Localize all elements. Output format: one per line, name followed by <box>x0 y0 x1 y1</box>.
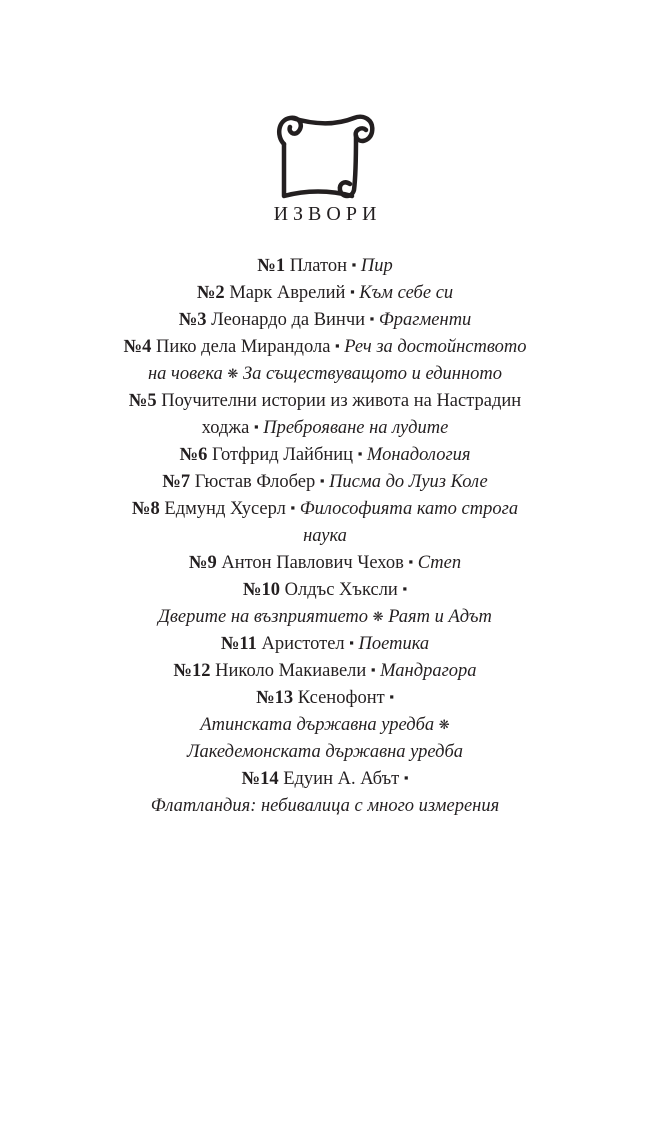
separator-icon: ▪ <box>357 446 363 461</box>
book-title: Дверите на възприятието <box>158 607 369 627</box>
list-item <box>80 307 570 334</box>
list-item <box>80 658 570 685</box>
book-author: Антон Павлович Чехов <box>221 553 404 573</box>
list-item-continuation <box>80 739 570 766</box>
separator-icon: ▪ <box>369 311 375 326</box>
book-title: Пир <box>360 256 393 276</box>
list-item-continuation <box>80 712 570 739</box>
book-title: За съществуващото и единното <box>242 364 503 384</box>
book-author: Ксенофонт <box>297 688 385 708</box>
book-title: на човека <box>147 364 223 384</box>
book-number: №10 <box>242 580 280 600</box>
book-author: Марк Аврелий <box>229 283 346 303</box>
list-item <box>80 631 570 658</box>
book-author: Платон <box>289 256 348 276</box>
book-title: Лакедемонската държавна уредба <box>186 742 464 762</box>
separator-icon: ▪ <box>402 581 408 596</box>
list-item-continuation <box>80 361 570 388</box>
book-author: Олдъс Хъксли <box>284 580 398 600</box>
separator-icon: ▪ <box>351 257 357 272</box>
book-number: №5 <box>128 391 157 411</box>
book-title: Реч за достойнството <box>344 337 527 357</box>
separator-icon: ▪ <box>389 689 394 704</box>
scroll-logo-icon <box>272 104 378 200</box>
book-number: №2 <box>196 283 225 303</box>
book-title: Фрагменти <box>378 310 472 330</box>
book-title: Към себе си <box>359 283 454 303</box>
book-title: Поетика <box>358 634 430 654</box>
book-title: Писма до Луиз Коле <box>329 472 488 492</box>
book-number: №12 <box>173 661 211 681</box>
book-number: №6 <box>179 445 208 465</box>
book-author: Пико дела Мирандола <box>155 337 331 357</box>
list-item-continuation <box>80 523 570 550</box>
book-title: Степ <box>417 553 462 573</box>
list-item <box>80 685 570 712</box>
book-title: Флатландия: небивалица с много измерения <box>150 796 500 816</box>
list-item <box>80 766 570 793</box>
list-item-continuation <box>80 793 570 820</box>
list-item <box>80 334 570 361</box>
list-item <box>80 469 570 496</box>
separator-icon: ▪ <box>290 500 296 515</box>
list-item <box>80 253 570 280</box>
book-number: №14 <box>241 769 279 789</box>
book-author: Гюстав Флобер <box>194 472 316 492</box>
book-title: Монадология <box>366 445 471 465</box>
joiner-icon: ❋ <box>227 366 239 381</box>
list-item <box>80 442 570 469</box>
list-item-continuation <box>80 604 570 631</box>
list-item <box>80 280 570 307</box>
book-number: №1 <box>257 256 286 276</box>
book-title: Атинската държавна уредба <box>200 715 435 735</box>
book-author: Аристотел <box>261 634 345 654</box>
separator-icon: ▪ <box>370 662 376 677</box>
book-author: ходжа <box>201 418 250 438</box>
book-title: Раят и Адът <box>388 607 492 627</box>
book-title: Мандрагора <box>380 661 477 681</box>
book-author: Леонардо да Винчи <box>211 310 366 330</box>
list-item <box>80 388 570 415</box>
series-name: ИЗВОРИ <box>273 203 382 225</box>
book-list <box>80 253 570 820</box>
list-item <box>80 496 570 523</box>
book-number: №13 <box>256 688 294 708</box>
joiner-icon: ❋ <box>438 717 450 732</box>
separator-icon: ▪ <box>403 770 409 785</box>
separator-icon: ▪ <box>350 284 355 299</box>
book-number: №9 <box>188 553 217 573</box>
book-number: №11 <box>220 634 257 654</box>
book-author: Едуин А. Абът <box>283 769 400 789</box>
book-title: Преброяване на лудите <box>263 418 449 438</box>
separator-icon: ▪ <box>335 338 340 353</box>
book-author: Едмунд Хусерл <box>164 499 286 519</box>
book-author: Готфрид Лайбниц <box>211 445 354 465</box>
list-item <box>80 550 570 577</box>
book-number: №4 <box>123 337 152 357</box>
book-number: №8 <box>131 499 160 519</box>
book-title: Философията като строга <box>299 499 519 519</box>
separator-icon: ▪ <box>253 419 259 434</box>
separator-icon: ▪ <box>408 554 414 569</box>
list-item-continuation <box>80 415 570 442</box>
separator-icon: ▪ <box>319 473 325 488</box>
book-number: №7 <box>162 472 191 492</box>
book-number: №3 <box>178 310 207 330</box>
joiner-icon: ❋ <box>372 609 384 624</box>
book-title: наука <box>303 526 347 546</box>
book-author: Николо Макиавели <box>215 661 367 681</box>
separator-icon: ▪ <box>349 635 354 650</box>
book-author: Поучителни истории из живота на Настрадин <box>161 391 522 411</box>
list-item <box>80 577 570 604</box>
